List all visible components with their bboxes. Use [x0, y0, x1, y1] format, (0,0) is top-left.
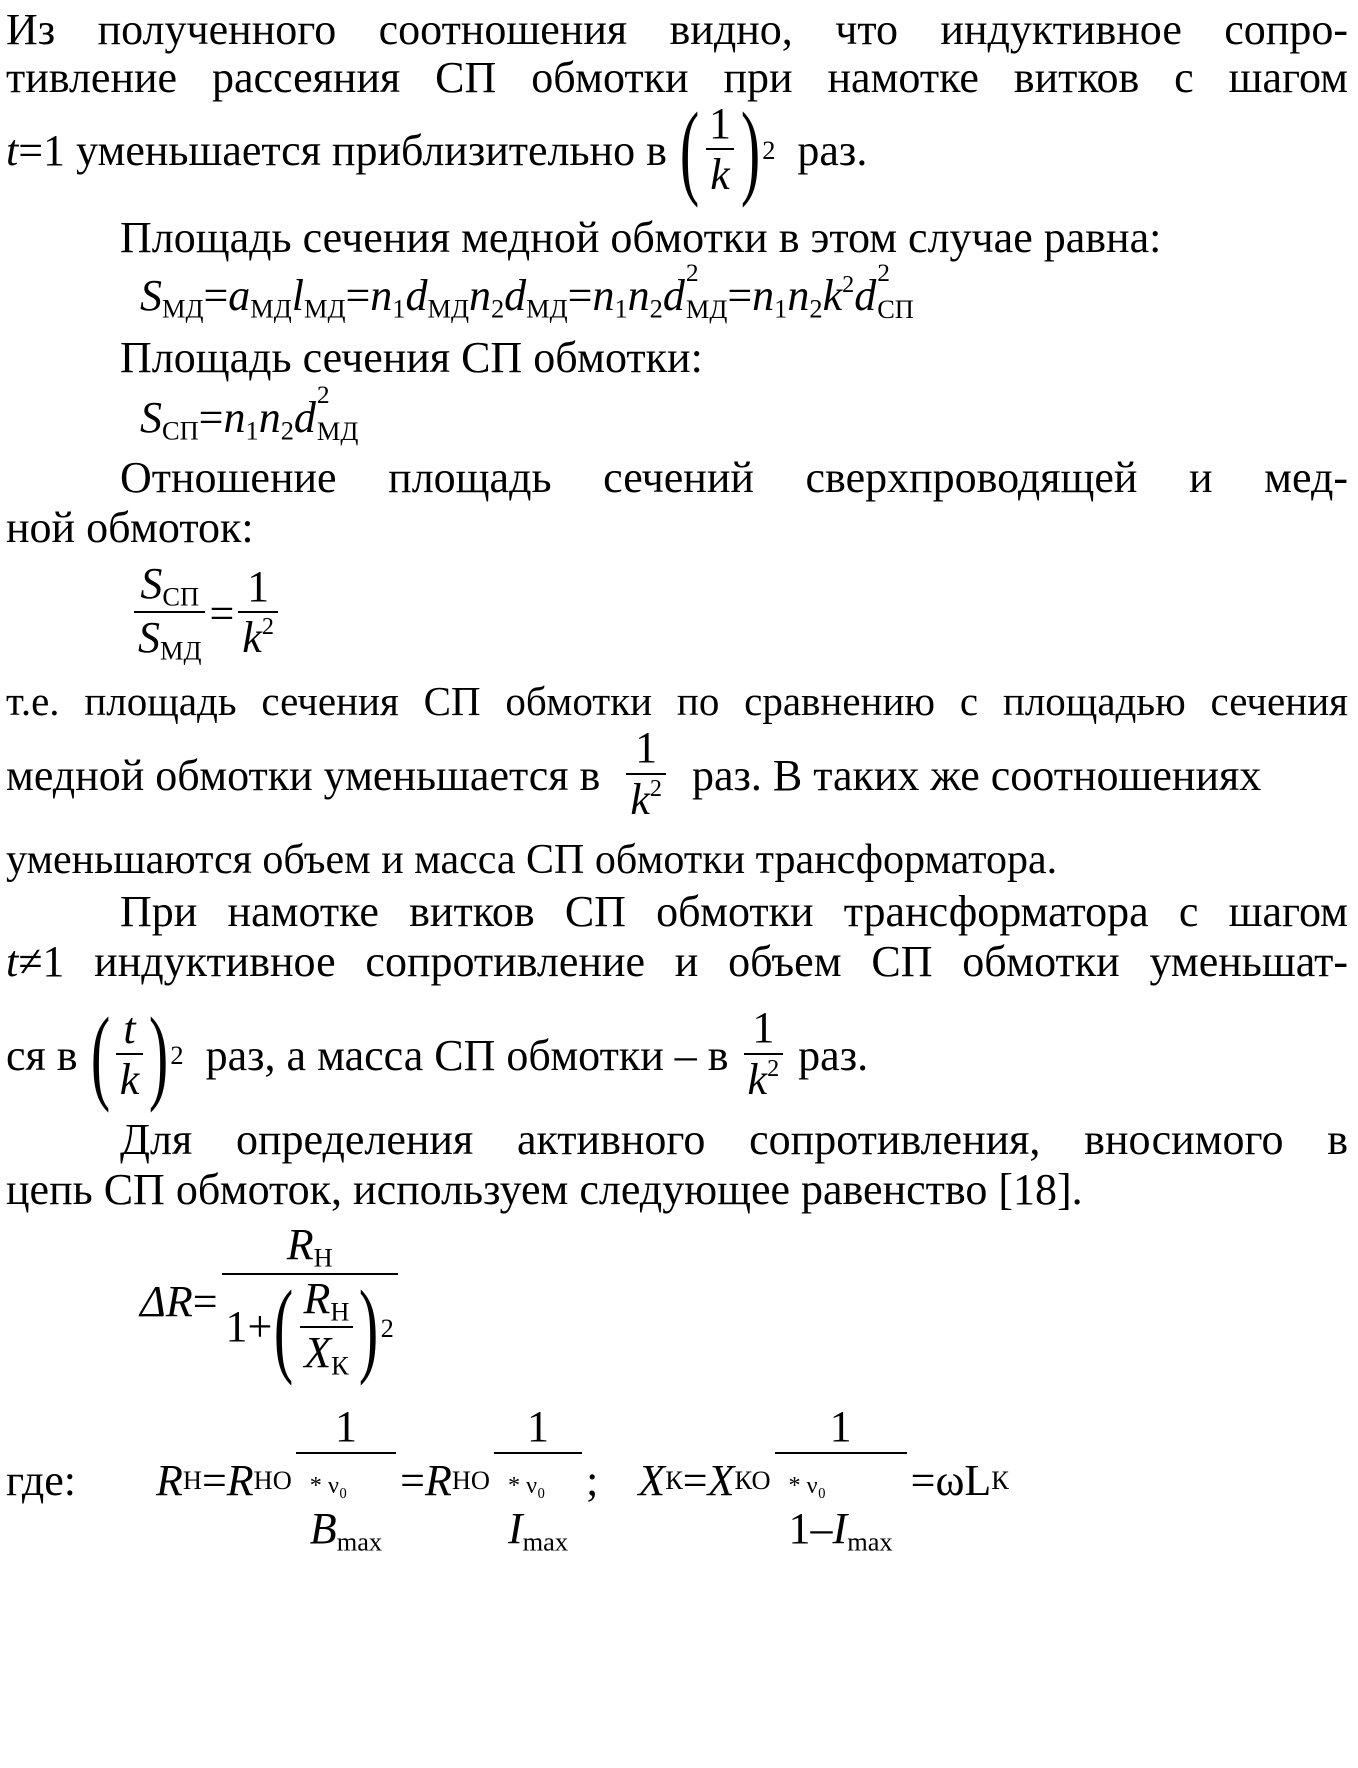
equation-area-ratio: $\frac{S_{СП}}{S_{МД}}$ = $\frac{1}{k^2}$	[130, 560, 1348, 666]
equation-copper-area: $S_{МД}=a_{МД}l_{МД}=n_1d_{МД}n_2d_{МД}=n_1n_2d$ 2 $МД=n_1n_2k^2d$ 2 СП	[140, 257, 914, 324]
text-line: цепь СП обмоток, используем следующее равенство [18].	[6, 1165, 1083, 1214]
text-line: Отношение площадь сечений сверхпроводящей и мед-	[120, 453, 1348, 502]
text-line: При намотке витков СП обмотки трансформатора с шагом	[120, 887, 1348, 936]
text-line: Площадь сечения медной обмотки в этом случае равна:	[120, 213, 1162, 262]
text-line: t≠1 индуктивное сопротивление и объем СП обмотки уменьшат-	[6, 937, 1348, 986]
text-line: ной обмоток:	[6, 503, 254, 552]
text-line: медной обмотки уменьшается в $\frac{1}{k^2}$ раз. В таких же соотношениях	[6, 723, 1262, 824]
text-line: тивление рассеяния СП обмотки при намотке витков с шагом	[6, 53, 1348, 102]
equation-sc-area: $S_{СП}=n_1n_2d$ 2 МД	[140, 379, 359, 446]
text-line: t =1 уменьшается приблизительно в ( $\frac{1}{k}$ ) 2 раз.	[6, 91, 868, 209]
text-line: уменьшаются объем и масса СП обмотки трансформатора.	[6, 837, 1058, 883]
fraction: $\frac{1}{k}$	[705, 100, 735, 201]
equation-delta-r: ΔR = $R_Н$ 1+ ( $\frac{R_Н}{X_К}$ ) 2	[140, 1216, 1348, 1386]
text-line: т.е. площадь сечения СП обмотки по сравнению с площадью сечения	[6, 678, 1348, 724]
equation-where: где: R Н = R НО 1 * ν₀ $B_{max}$ = R НО 1 * ν₀ $I_{max}$ ; X К = X КО 1 * ν₀ $1-I_{max}$ = ωL К	[6, 1402, 1009, 1557]
text-line: Из полученного соотношения видно, что индуктивное сопро-	[6, 5, 1348, 54]
line-text: =1 уменьшается приблизительно в	[18, 125, 667, 175]
text-line: Площадь сечения СП обмотки:	[120, 333, 703, 382]
text-line: Для определения активного сопротивления, вносимого в	[120, 1115, 1348, 1164]
text-line: ся в ( $\frac{t}{k}$ ) 2 раз, а масса СП обмотки – в $\frac{1}{k^2}$ раз.	[6, 996, 869, 1114]
var-t: t	[6, 125, 19, 175]
